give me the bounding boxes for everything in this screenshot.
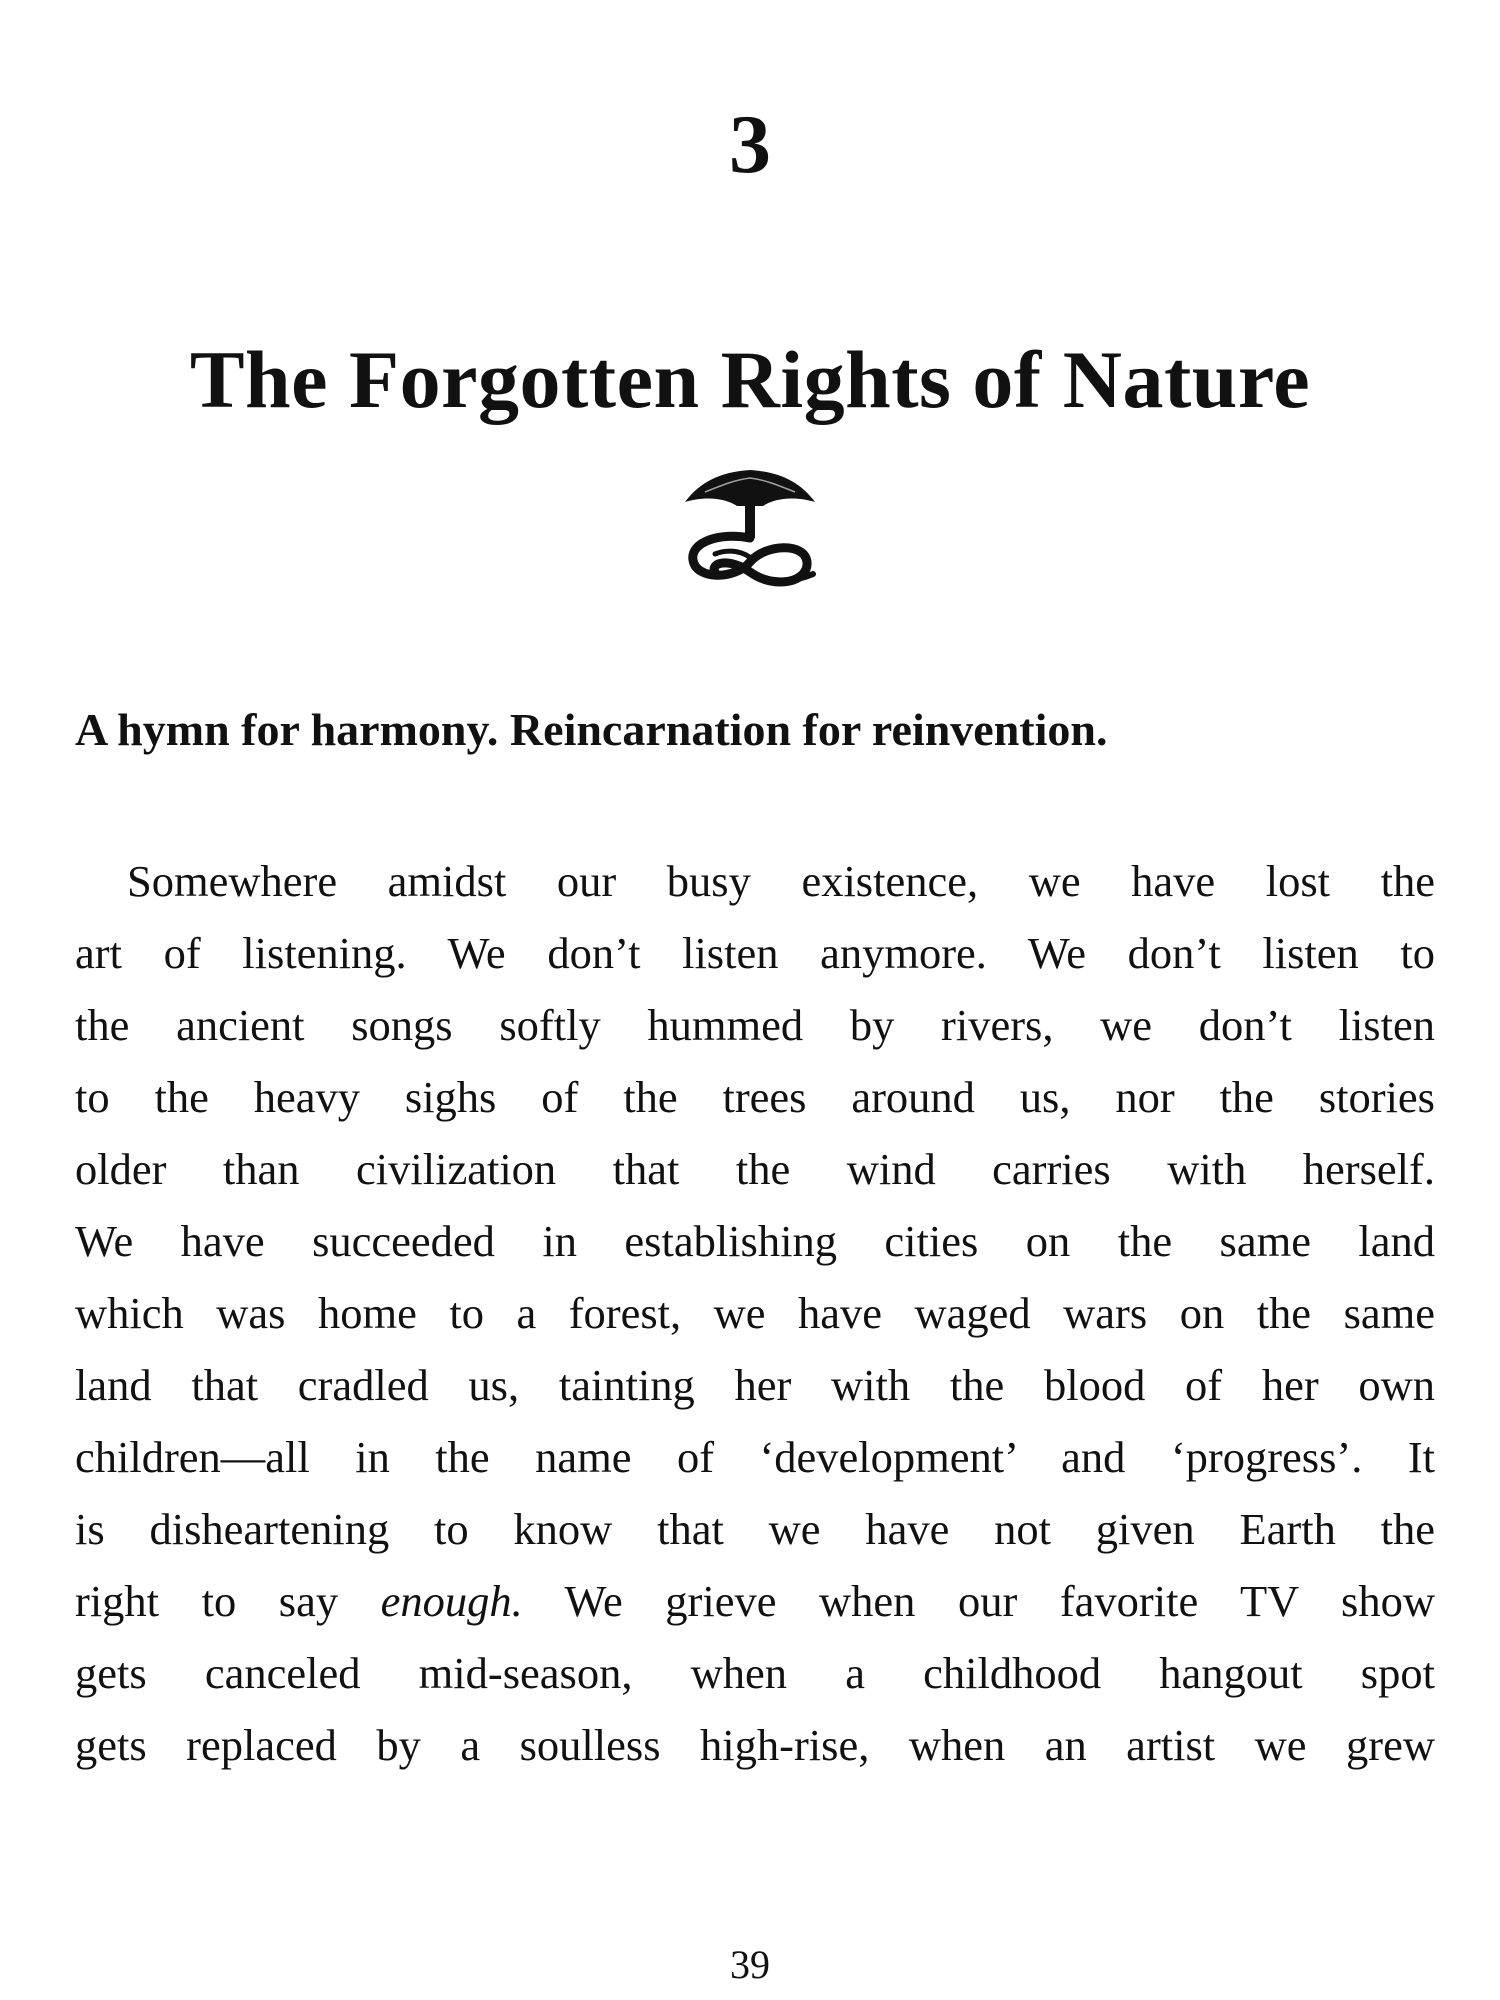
page-number: 39 [730, 1942, 770, 1987]
text-line: gets canceled mid-season, when a childhood hangout spot [75, 1648, 1435, 1698]
text-line: Somewhere amidst our busy existence, we have lost the [127, 856, 1435, 906]
chapter-epigraph: A hymn for harmony. Reincarnation for reinvention. [75, 704, 1108, 755]
text-line: We have succeeded in establishing cities on the same land [75, 1216, 1435, 1266]
text-line: older than civilization that the wind carries with herself. [75, 1144, 1435, 1194]
chapter-title: The Forgotten Rights of Nature [189, 334, 1311, 425]
line-text-before: right to say [75, 1576, 381, 1626]
emphasized-word: enough. [380, 1576, 523, 1626]
text-line-with-emphasis [75, 1565, 1435, 1637]
text-line: children—all in the name of ‘development’ and ‘progress’. It [75, 1432, 1435, 1482]
tree-roots-knot-icon [675, 462, 825, 597]
chapter-number: 3 [729, 98, 771, 191]
text-line: land that cradled us, tainting her with the blood of her own [75, 1360, 1435, 1410]
text-line: which was home to a forest, we have waged wars on the same [75, 1288, 1435, 1338]
text-line: the ancient songs softly hummed by rivers, we don’t listen [75, 1000, 1435, 1050]
text-line: gets replaced by a soulless high-rise, when an artist we grew [75, 1720, 1435, 1770]
text-line: art of listening. We don’t listen anymore. We don’t listen to [75, 928, 1435, 978]
line-text-after: We grieve when our favorite TV show [522, 1576, 1435, 1626]
text-line: to the heavy sighs of the trees around us, nor the stories [75, 1072, 1435, 1122]
body-paragraph [75, 845, 1435, 1781]
text-line: is disheartening to know that we have not given Earth the [75, 1504, 1435, 1554]
